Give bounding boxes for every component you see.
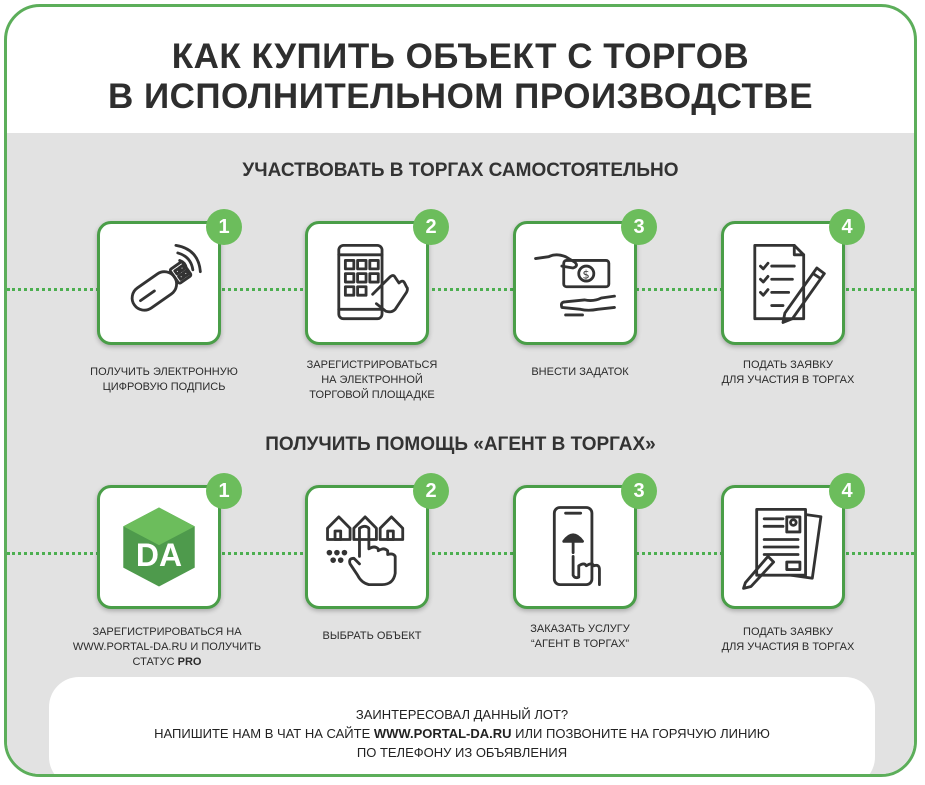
section-1-step-3-badge: 3	[621, 209, 657, 245]
section-1-step-4-card	[721, 221, 845, 345]
section-1-step-3-card	[513, 221, 637, 345]
section-2-step-2-badge: 2	[413, 473, 449, 509]
caption-line: ПОЛУЧИТЬ ЭЛЕКТРОННУЮ	[90, 366, 238, 378]
usb-key-icon	[112, 236, 206, 330]
title-line-2: В ИСПОЛНИТЕЛЬНОМ ПРОИЗВОДСТВЕ	[107, 77, 814, 116]
callout-text: НАПИШИТЕ НАМ В ЧАТ НА САЙТЕ	[154, 726, 374, 741]
tablet-tap-icon	[320, 236, 414, 330]
caption-line: ЦИФРОВУЮ ПОДПИСЬ	[102, 381, 226, 393]
website-link[interactable]: WWW.PORTAL-DA.RU	[373, 726, 512, 741]
houses-select-icon	[320, 500, 414, 594]
section-1-step-4-badge: 4	[829, 209, 865, 245]
section-1-step-1-badge: 1	[206, 209, 242, 245]
infographic-frame	[4, 4, 917, 777]
caption-line: ДЛЯ УЧАСТИЯ В ТОРГАХ	[721, 374, 855, 386]
caption-line: ЗАКАЗАТЬ УСЛУГУ	[530, 623, 630, 635]
caption-line	[69, 655, 265, 670]
contact-callout-text	[49, 705, 875, 762]
caption-line: ТОРГОВОЙ ПЛОЩАДКЕ	[309, 389, 435, 401]
da-logo-text: DA	[135, 536, 183, 573]
caption-line: ЗАРЕГИСТРИРОВАТЬСЯ НА	[92, 626, 242, 638]
svg-text:$: $	[582, 268, 590, 282]
caption-line: ПОДАТЬ ЗАЯВКУ	[743, 626, 833, 638]
section-1-step-1-card	[97, 221, 221, 345]
callout-text: ИЛИ ПОЗВОНИТЕ НА ГОРЯЧУЮ ЛИНИЮ	[511, 726, 770, 741]
section-1-step-2-badge: 2	[413, 209, 449, 245]
section-2-step-4-caption	[693, 625, 883, 655]
section-2-step-3-badge: 3	[621, 473, 657, 509]
da-logo-icon	[112, 500, 206, 594]
caption-line: “АГЕНТ В ТОРГАХ”	[530, 638, 630, 650]
page-title	[7, 37, 914, 117]
callout-line-3: ПО ТЕЛЕФОНУ ИЗ ОБЪЯВЛЕНИЯ	[356, 745, 568, 760]
section-2-step-1-card	[97, 485, 221, 609]
section-2-step-1-badge: 1	[206, 473, 242, 509]
section-1-step-1-caption	[69, 365, 259, 395]
section-2-heading: ПОЛУЧИТЬ ПОМОЩЬ «АГЕНТ В ТОРГАХ»	[265, 434, 656, 455]
caption-line: ЗАРЕГИСТРИРОВАТЬСЯ	[306, 359, 438, 371]
section-1-step-3-caption	[485, 365, 675, 380]
caption-line: ПОДАТЬ ЗАЯВКУ	[743, 359, 833, 371]
caption-text: СТАТУС	[132, 656, 178, 668]
section-1-step-2-caption	[277, 358, 467, 403]
section-2-step-4-card	[721, 485, 845, 609]
section-1-step-4-caption	[693, 358, 883, 388]
caption-line: ДЛЯ УЧАСТИЯ В ТОРГАХ	[721, 641, 855, 653]
section-2-step-2-caption	[277, 629, 467, 644]
section-2-step-3-caption	[485, 622, 675, 652]
callout-line-1: ЗАИНТЕРЕСОВАЛ ДАННЫЙ ЛОТ?	[355, 707, 569, 722]
section-2-step-2-card	[305, 485, 429, 609]
phone-hammer-icon	[528, 500, 622, 594]
caption-line: ВЫБРАТЬ ОБЪЕКТ	[322, 630, 422, 642]
section-1-step-2-card	[305, 221, 429, 345]
checklist-pen-icon	[736, 236, 830, 330]
caption-line: WWW.PORTAL-DA.RU И ПОЛУЧИТЬ	[72, 641, 262, 653]
contact-callout	[49, 677, 875, 777]
application-document-icon	[736, 500, 830, 594]
section-2-step-1-caption	[69, 625, 265, 670]
money-hand-icon	[528, 236, 622, 330]
caption-line: ВНЕСТИ ЗАДАТОК	[531, 366, 629, 378]
title-line-1: КАК КУПИТЬ ОБЪЕКТ С ТОРГОВ	[171, 37, 750, 76]
section-2-step-4-badge: 4	[829, 473, 865, 509]
status-pro-text: PRO	[177, 656, 202, 668]
caption-line: НА ЭЛЕКТРОННОЙ	[321, 374, 423, 386]
section-2-step-3-card	[513, 485, 637, 609]
callout-line-2	[49, 724, 875, 743]
section-1-heading: УЧАСТВОВАТЬ В ТОРГАХ САМОСТОЯТЕЛЬНО	[242, 160, 679, 181]
